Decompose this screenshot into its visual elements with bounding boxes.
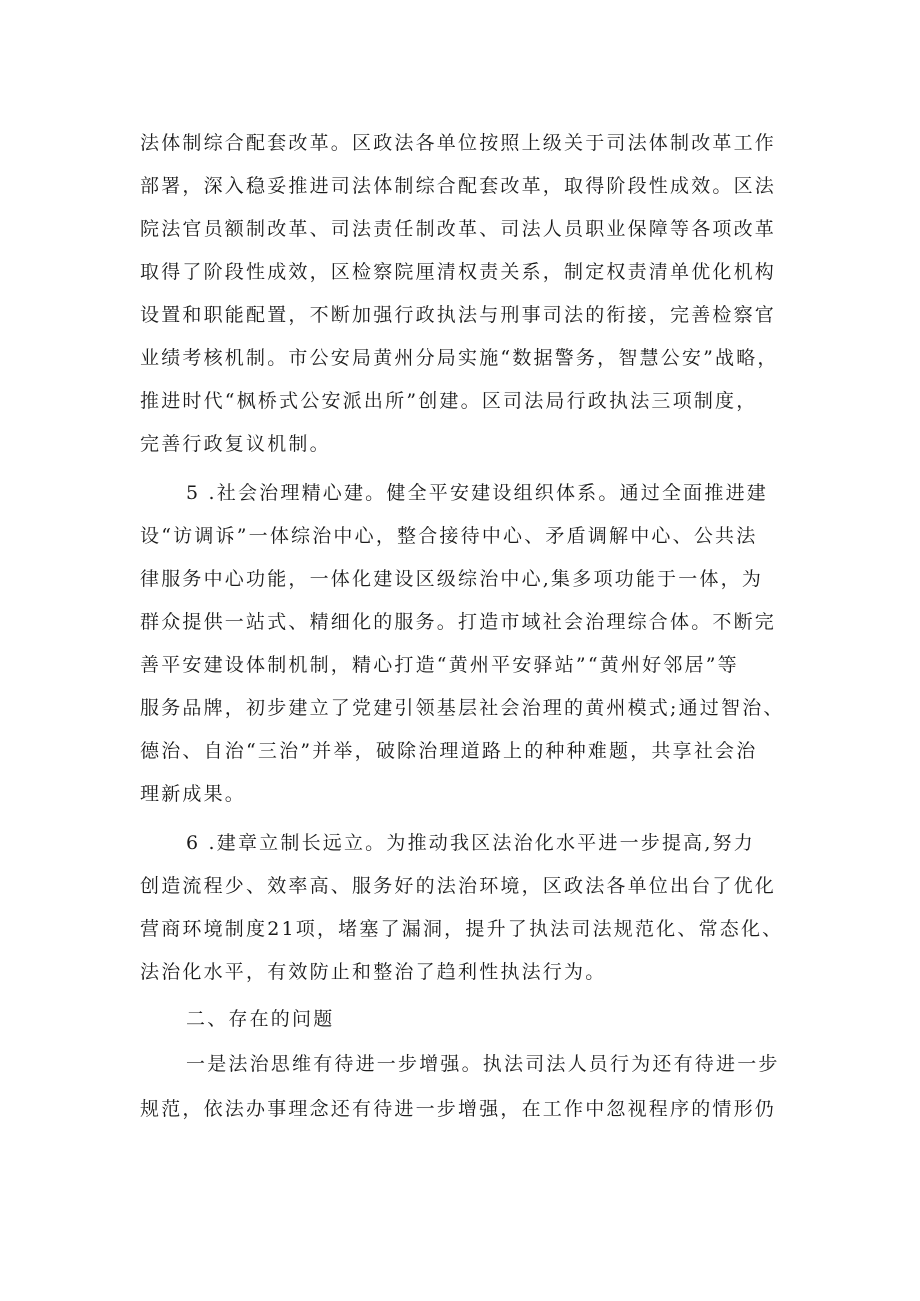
paragraph-line: 营商环境制度21项，堵塞了漏洞，提升了执法司法规范化、常态化、 (140, 918, 784, 940)
paragraph-line: 善平安建设体制机制，精心打造“黄州平安驿站”“黄州好邻居”等 (140, 654, 739, 676)
section-5-heading-line: 5 .社会治理精心建。健全平安建设组织体系。通过全面推进建 (186, 482, 768, 504)
paragraph-line: 群众提供一站式、精细化的服务。打造市域社会治理综合体。不断完 (140, 611, 777, 633)
paragraph-line: 部署，深入稳妥推进司法体制综合配套改革，取得阶段性成效。区法 (140, 175, 777, 197)
paragraph-line: 法治化水平，有效防止和整治了趋利性执法行为。 (140, 961, 607, 983)
paragraph-line: 一是法治思维有待进一步增强。执法司法人员行为还有待进一步 (186, 1053, 780, 1075)
paragraph-line: 规范，依法办事理念还有待进一步增强，在工作中忽视程序的情形仍 (140, 1098, 777, 1120)
paragraph-line: 理新成果。 (140, 783, 247, 805)
paragraph-line: 设“访调诉”一体综治中心，整合接待中心、矛盾调解中心、公共法 (140, 525, 758, 547)
paragraph-line: 设置和职能配置，不断加强行政执法与刑事司法的衔接，完善检察官 (140, 304, 777, 326)
paragraph-line: 法体制综合配套改革。区政法各单位按照上级关于司法体制改革工作 (140, 132, 777, 154)
paragraph-line: 律服务中心功能，一体化建设区级综治中心,集多项功能于一体，为 (140, 568, 764, 590)
paragraph-line: 创造流程少、效率高、服务好的法治环境，区政法各单位出台了优化 (140, 875, 777, 897)
paragraph-line: 院法官员额制改革、司法责任制改革、司法人员职业保障等各项改革 (140, 218, 777, 240)
section-heading-problems: 二、存在的问题 (186, 1008, 335, 1030)
paragraph-line: 推进时代“枫桥式公安派出所”创建。区司法局行政执法三项制度， (140, 390, 758, 412)
paragraph-line: 完善行政复议机制。 (140, 433, 331, 455)
paragraph-line: 德治、自治“三治”并举，破除治理道路上的种种难题，共享社会治 (140, 740, 758, 762)
paragraph-line: 业绩考核机制。市公安局黄州分局实施“数据警务，智慧公安”战略， (140, 347, 779, 369)
section-6-heading-line: 6 .建章立制长远立。为推动我区法治化水平进一步提高,努力 (186, 832, 756, 854)
paragraph-line: 服务品牌，初步建立了党建引领基层社会治理的黄州模式;通过智治、 (140, 697, 785, 719)
paragraph-line: 取得了阶段性成效，区检察院厘清权责关系，制定权责清单优化机构 (140, 261, 777, 283)
